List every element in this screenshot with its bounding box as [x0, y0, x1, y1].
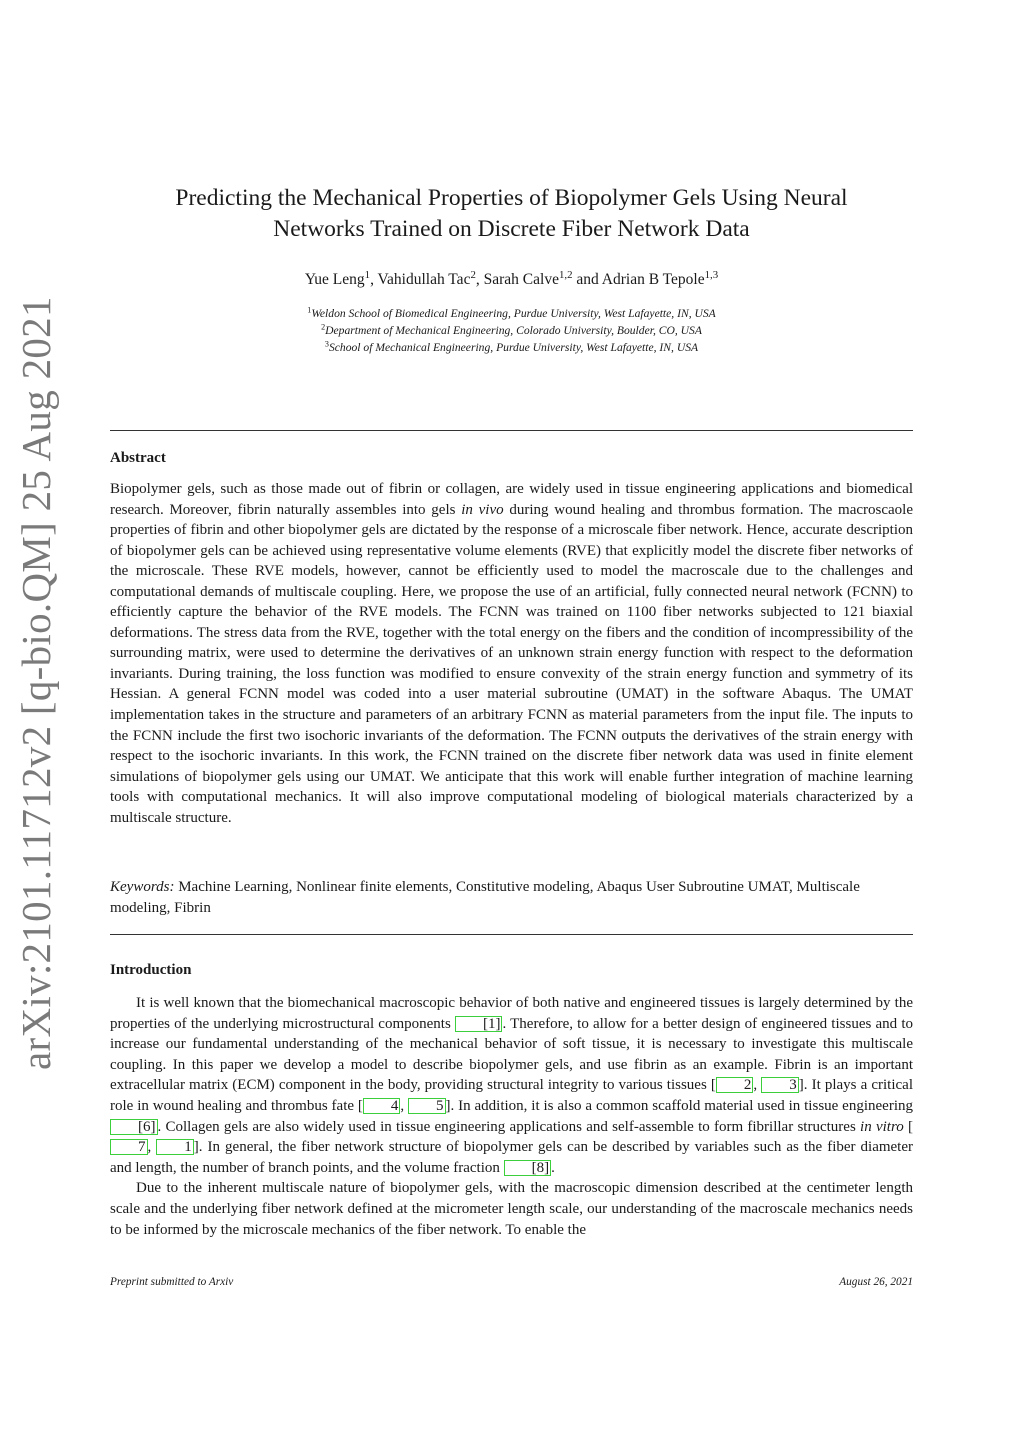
footer-preprint-note: Preprint submitted to Arxiv	[110, 1276, 234, 1288]
affiliations	[110, 305, 913, 356]
author-list	[110, 271, 913, 289]
citation-link[interactable]: [6]	[110, 1119, 158, 1135]
footer-date: August 26, 2021	[839, 1276, 913, 1288]
citation-link[interactable]: 5	[408, 1098, 446, 1114]
divider-top	[110, 430, 913, 431]
arxiv-identifier: arXiv:2101.11712v2 [q-bio.QM] 25 Aug 2021	[13, 296, 59, 1070]
abstract-heading: Abstract	[110, 450, 166, 466]
author-name: Yue Leng	[304, 271, 365, 288]
author-name: , Vahidullah Tac	[370, 271, 471, 288]
author-name: and Adrian B Tepole	[572, 271, 705, 288]
author-affil-sup: 1,2	[558, 269, 573, 282]
italic-term: in vitro	[860, 1118, 904, 1135]
introduction-text	[110, 993, 913, 1240]
abstract-text: Biopolymer gels, such as those made out of fibrin or collagen, are widely used in tissue engineering applications and biomedical research. Moreover, fibrin naturally assembles into gels in vivo during wound healing and thrombus formation. The macroscaole properties of fibrin and other biopolymer gels are dictated by the response of a microscale fiber network. Hence, accurate description of biopolymer gels can be achieved using representative volume elements (RVE) that explicitly model the discrete fiber networks of the microscale. These RVE models, however, cannot be efficiently used to model the macroscale due to the challenges and computational demands of multiscale coupling. Here, we propose the use of an artificial, fully connected neural network (FCNN) to efficiently capture the behavior of the RVE models. The FCNN was trained on 1100 fiber networks subjected to 121 biaxial deformations. The stress data from the RVE, together with the total energy on the fibers and the condition of incompressibility of the surrounding matrix, were used to determine the derivatives of an unknown strain energy function with respect to the deformation invariants. During training, the loss function was modified to ensure convexity of the strain energy function and symmetry of its Hessian. A general FCNN model was coded into a user material subroutine (UMAT) in the software Abaqus. The UMAT implementation takes in the structure and parameters of an arbitrary FCNN as material parameters from the input file. The inputs to the FCNN include the first two isochoric invariants of the deformation. The FCNN outputs the derivatives of the strain energy with respect to the isochoric invariants. In this work, the FCNN trained on the discrete fiber network data was used in finite element simulations of biopolymer gels using our UMAT. We anticipate that this work will enable further integration of machine learning tools with computational mechanics. It will also improve computational modeling of biological materials characterized by a multiscale structure.	[110, 481, 913, 826]
author-affil-sup: 1,3	[704, 269, 719, 282]
affiliation-line: $^1$Weldon School of Biomedical Engineering, Purdue University, West Lafayette, IN, USA	[307, 305, 716, 320]
divider-bottom	[110, 934, 913, 935]
keywords-label: Keywords:	[110, 879, 175, 895]
intro-paragraph-2: Due to the inherent multiscale nature of biopolymer gels, with the macroscopic dimension described at the centimeter length scale and the underlying fiber network defined at the micrometer length scale, our understanding of the macroscale mechanics needs to be informed by the microscale mechanics of the fiber network. To enable the	[110, 1180, 913, 1238]
author-affil-sup: 1	[364, 269, 371, 282]
keywords-text: Machine Learning, Nonlinear finite elements, Constitutive modeling, Abaqus User Subroutine UMAT, Multiscale modeling, Fibrin	[110, 879, 860, 916]
paper-title	[110, 183, 913, 245]
author-name: , Sarah Calve	[475, 271, 559, 288]
citation-link[interactable]: 2	[716, 1077, 754, 1093]
citation-link[interactable]: 7	[110, 1139, 148, 1155]
author-affil-sup: 2	[470, 269, 476, 282]
title-line-1: Predicting the Mechanical Properties of Biopolymer Gels Using Neural	[175, 185, 848, 211]
intro-paragraph-1: It is well known that the biomechanical macroscopic behavior of both native and engineered tissues is largely determined by the properties of the underlying microstructural components [1] . Therefore, to allow for a better design of engineered tissues and to increase our fundamental understanding of the mechanical behavior of soft tissue, it is necessary to investigate this multiscale coupling. In this paper we develop a model to describe biopolymer gels, and use fibrin as an example. Fibrin is an important extracellular matrix (ECM) component in the body, providing structural integrity to various tissues [ 2 , 3 ]. It plays a critical role in wound healing and thrombus fate [ 4 , 5 ]. In addition, it is also a common scaffold material used in tissue engineering [6] . Collagen gels are also widely used in tissue engineering applications and self-assemble to form fibrillar structures in vitro [7 , 1 ]. In general, the fiber network structure of biopolymer gels can be described by variables such as the fiber diameter and length, the number of branch points, and the volume fraction [8] .	[110, 995, 914, 1176]
citation-link[interactable]: [8]	[504, 1160, 552, 1176]
title-line-2: Networks Trained on Discrete Fiber Network Data	[273, 216, 750, 242]
affiliation-line: $^2$Department of Mechanical Engineering, Colorado University, Boulder, CO, USA	[321, 322, 702, 337]
introduction-heading: Introduction	[110, 962, 192, 978]
italic-term: in vivo	[461, 501, 504, 518]
citation-link[interactable]: [1]	[455, 1016, 503, 1032]
citation-link[interactable]: 3	[761, 1077, 799, 1093]
keywords	[110, 877, 913, 918]
citation-link[interactable]: 1	[156, 1139, 194, 1155]
affiliation-line: $^3$School of Mechanical Engineering, Purdue University, West Lafayette, IN, USA	[324, 339, 699, 354]
citation-link[interactable]: 4	[363, 1098, 401, 1114]
